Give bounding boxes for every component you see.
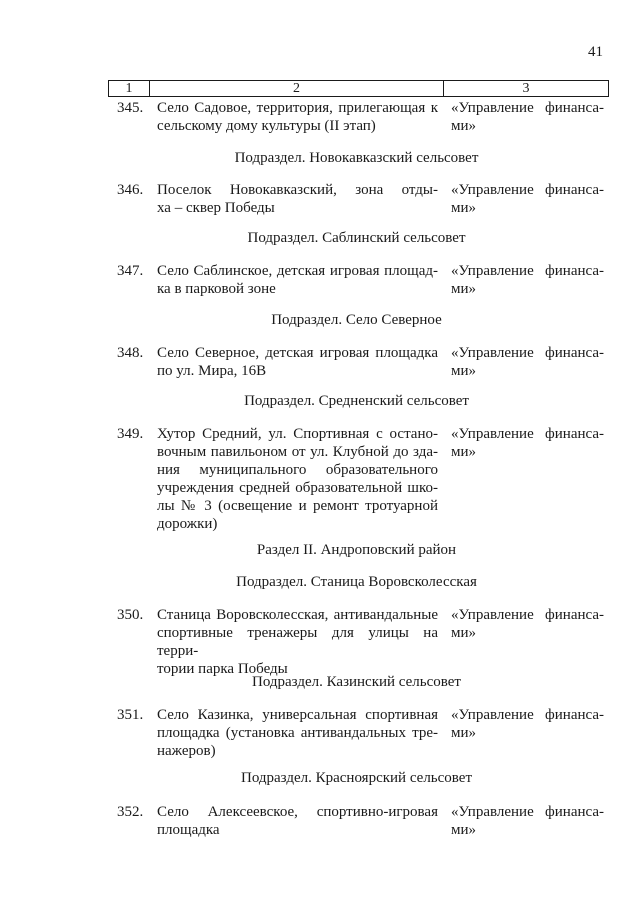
row-description bbox=[157, 99, 438, 135]
row-number: 351. bbox=[117, 707, 144, 723]
row-number: 345. bbox=[117, 100, 144, 116]
subsection-heading: Подраздел. Село Северное bbox=[271, 312, 442, 328]
description-line: сельскому дому культуры (II этап) bbox=[157, 118, 376, 134]
description-line: ха – сквер Победы bbox=[157, 200, 275, 216]
responsible-line: «Управление финанса- bbox=[451, 345, 604, 361]
page-number: 41 bbox=[588, 44, 603, 60]
row-description bbox=[157, 262, 438, 298]
column-header-2: 2 bbox=[150, 81, 444, 97]
row-number: 350. bbox=[117, 607, 144, 623]
row-number: 348. bbox=[117, 345, 144, 361]
responsible-line: ми» bbox=[451, 725, 477, 741]
row-description bbox=[157, 706, 438, 760]
subsection-heading: Подраздел. Казинский сельсовет bbox=[251, 674, 461, 690]
description-line: Поселок Новокавказский, зона отды- bbox=[157, 182, 438, 198]
subsection-heading: Подраздел. Новокавказский сельсовет bbox=[234, 150, 479, 166]
subsection-heading: Подраздел. Станица Воровсколесская bbox=[236, 574, 477, 590]
row-description bbox=[157, 803, 438, 839]
row-description bbox=[157, 425, 438, 533]
table-header bbox=[108, 80, 609, 97]
row-responsible bbox=[451, 606, 604, 642]
description-line: учреждения средней образовательной шко- bbox=[157, 480, 438, 496]
description-line: нажеров) bbox=[157, 743, 216, 759]
description-line: ния муниципального образовательного bbox=[157, 462, 438, 478]
description-line: вочным павильоном от ул. Клубной до зда- bbox=[157, 444, 438, 460]
description-line: Село Алексеевское, спортивно-игровая bbox=[157, 804, 438, 820]
description-line: по ул. Мира, 16В bbox=[157, 363, 267, 379]
column-header-3: 3 bbox=[444, 81, 609, 97]
description-line: площадка (установка антивандальных тре- bbox=[157, 725, 438, 741]
subsection-heading: Подраздел. Красноярский сельсовет bbox=[240, 770, 473, 786]
responsible-line: ми» bbox=[451, 281, 477, 297]
responsible-line: ми» bbox=[451, 625, 477, 641]
description-line: площадка bbox=[157, 822, 220, 838]
description-line: Хутор Средний, ул. Спортивная с остано- bbox=[157, 426, 438, 442]
row-responsible bbox=[451, 803, 604, 839]
description-line: спортивные тренажеры для улицы на терри- bbox=[157, 625, 438, 659]
responsible-line: ми» bbox=[451, 363, 477, 379]
description-line: Село Саблинское, детская игровая площад- bbox=[157, 263, 438, 279]
responsible-line: «Управление финанса- bbox=[451, 804, 604, 820]
subsection-heading: Подраздел. Саблинский сельсовет bbox=[247, 230, 466, 246]
description-line: Село Северное, детская игровая площадка bbox=[157, 345, 438, 361]
row-responsible bbox=[451, 706, 604, 742]
description-line: лы № 3 (освещение и ремонт тротуарной bbox=[157, 498, 438, 514]
responsible-line: «Управление финанса- bbox=[451, 263, 604, 279]
row-description bbox=[157, 181, 438, 217]
row-responsible bbox=[451, 425, 604, 461]
section-heading: Раздел II. Андроповский район bbox=[256, 542, 457, 558]
description-line: дорожки) bbox=[157, 516, 218, 532]
responsible-line: ми» bbox=[451, 200, 477, 216]
description-line: Село Садовое, территория, прилегающая к bbox=[157, 100, 438, 116]
row-responsible bbox=[451, 262, 604, 298]
description-line: Станица Воровсколесская, антивандальные bbox=[157, 607, 438, 623]
row-responsible bbox=[451, 344, 604, 380]
row-description bbox=[157, 606, 438, 678]
responsible-line: «Управление финанса- bbox=[451, 707, 604, 723]
description-line: ка в парковой зоне bbox=[157, 281, 276, 297]
row-description bbox=[157, 344, 438, 380]
responsible-line: ми» bbox=[451, 118, 477, 134]
row-number: 352. bbox=[117, 804, 144, 820]
responsible-line: ми» bbox=[451, 444, 477, 460]
responsible-line: «Управление финанса- bbox=[451, 100, 604, 116]
description-line: тории парка Победы bbox=[157, 661, 288, 677]
row-responsible bbox=[451, 181, 604, 217]
responsible-line: «Управление финанса- bbox=[451, 182, 604, 198]
responsible-line: ми» bbox=[451, 822, 477, 838]
row-number: 349. bbox=[117, 426, 144, 442]
row-number: 346. bbox=[117, 182, 144, 198]
row-number: 347. bbox=[117, 263, 144, 279]
column-header-1: 1 bbox=[109, 81, 150, 97]
description-line: Село Казинка, универсальная спортивная bbox=[157, 707, 438, 723]
subsection-heading: Подраздел. Средненский сельсовет bbox=[244, 393, 469, 409]
row-responsible bbox=[451, 99, 604, 135]
responsible-line: «Управление финанса- bbox=[451, 426, 604, 442]
responsible-line: «Управление финанса- bbox=[451, 607, 604, 623]
